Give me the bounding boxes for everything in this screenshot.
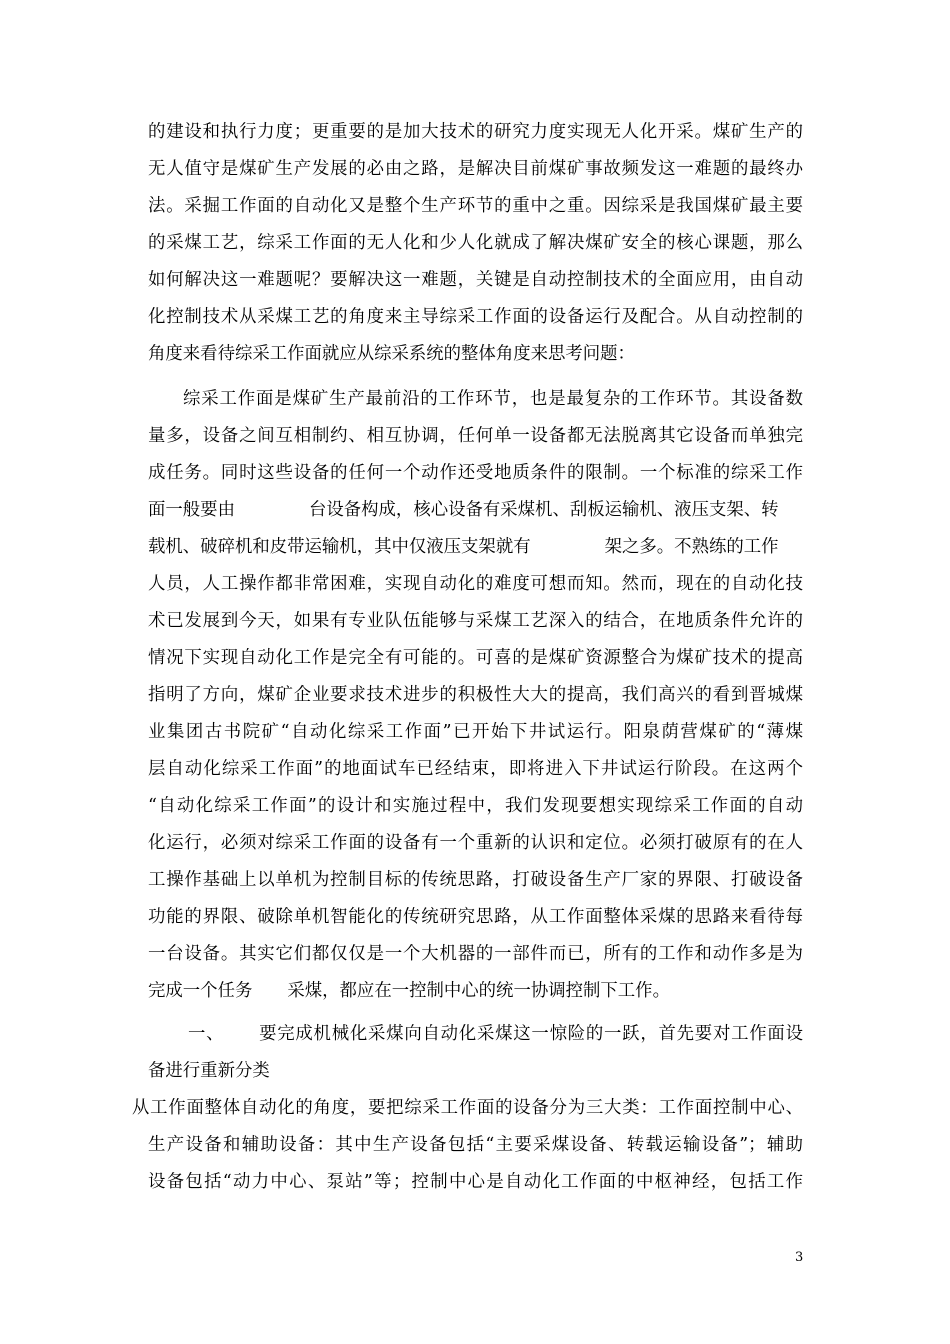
- text-line: [148, 535, 803, 559]
- text-line: 的建设和执行力度；更重要的是加大技术的研究力度实现无人化开采。煤矿生产的: [148, 122, 803, 142]
- text-line: 设备包括“动力中心、泵站”等；控制中心是自动化工作面的中枢神经，包括工作: [148, 1172, 803, 1192]
- text-line: 术已发展到今天，如果有专业队伍能够与采煤工艺深入的结合，在地质条件允许的: [148, 611, 803, 631]
- text-line: 人员，人工操作都非常困难，实现自动化的难度可想而知。然而，现在的自动化技: [148, 574, 803, 594]
- text-line: 综采工作面是煤矿生产最前沿的工作环节，也是最复杂的工作环节。其设备数: [183, 389, 803, 409]
- text-line: [148, 498, 803, 522]
- text-line: “自动化综采工作面”的设计和实施过程中，我们发现要想实现综采工作面的自动: [148, 796, 803, 816]
- text-line: 业集团古书院矿“自动化综采工作面”已开始下井试运行。阳泉荫营煤矿的“薄煤: [148, 722, 803, 742]
- text-line: 指明了方向，煤矿企业要求技术进步的积极性大大的提高，我们高兴的看到晋城煤: [148, 685, 803, 705]
- section-heading-line: [188, 1022, 803, 1046]
- text-line: 生产设备和辅助设备：其中生产设备包括“主要采煤设备、转载运输设备”；辅助: [148, 1135, 803, 1155]
- text-line: 量多，设备之间互相制约、相互协调，任何单一设备都无法脱离其它设备而单独完: [148, 426, 803, 446]
- text-line: 一台设备。其实它们都仅仅是一个大机器的一部件而已，所有的工作和动作多是为: [148, 944, 803, 964]
- section-number: 一、: [188, 1024, 225, 1044]
- text-line: 法。采掘工作面的自动化又是整个生产环节的重中之重。因综采是我国煤矿最主要: [148, 196, 803, 216]
- text-line: 化运行，必须对综采工作面的设备有一个重新的认识和定位。必须打破原有的在人: [148, 833, 803, 853]
- text-segment: 台设备构成，核心设备有采煤机、刮板运输机、液压支架、转: [308, 500, 779, 520]
- page-number: 3: [795, 1250, 804, 1265]
- text-line: [148, 979, 803, 1003]
- section-title: 要完成机械化采煤向自动化采煤这一惊险的一跃，首先要对工作面设: [258, 1024, 803, 1044]
- text-line: 化控制技术从采煤工艺的角度来主导综采工作面的设备运行及配合。从自动控制的: [148, 307, 803, 327]
- text-line: 如何解决这一难题呢？要解决这一难题，关键是自动控制技术的全面应用，由自动: [148, 270, 803, 290]
- text-line: 成任务。同时这些设备的任何一个动作还受地质条件的限制。一个标准的综采工作: [148, 463, 803, 483]
- text-line: 角度来看待综采工作面就应从综采系统的整体角度来思考问题：: [148, 344, 635, 364]
- text-line: 情况下实现自动化工作是完全有可能的。可喜的是煤矿资源整合为煤矿技术的提高: [148, 648, 803, 668]
- text-segment: 采煤，都应在一控制中心的统一协调控制下工作。: [287, 981, 670, 1001]
- text-line: 的采煤工艺，综采工作面的无人化和少人化就成了解决煤矿安全的核心课题，那么: [148, 233, 803, 253]
- text-segment: 载机、破碎机和皮带运输机，其中仅液压支架就有: [148, 537, 531, 557]
- text-line: 层自动化综采工作面”的地面试车已经结束，即将进入下井试运行阶段。在这两个: [148, 759, 803, 779]
- section-heading-line: 备进行重新分类: [148, 1061, 270, 1081]
- text-line: 工操作基础上以单机为控制目标的传统思路，打破设备生产厂家的界限、打破设备: [148, 870, 803, 890]
- text-line: 从工作面整体自动化的角度，要把综采工作面的设备分为三大类：工作面控制中心、: [132, 1098, 803, 1118]
- text-line: 无人值守是煤矿生产发展的必由之路，是解决目前煤矿事故频发这一难题的最终办: [148, 159, 803, 179]
- text-segment: 架之多。不熟练的工作: [604, 537, 779, 557]
- text-segment: 完成一个任务: [148, 981, 253, 1001]
- text-line: 功能的界限、破除单机智能化的传统研究思路，从工作面整体采煤的思路来看待每: [148, 907, 803, 927]
- text-segment: 面一般要由: [148, 500, 235, 520]
